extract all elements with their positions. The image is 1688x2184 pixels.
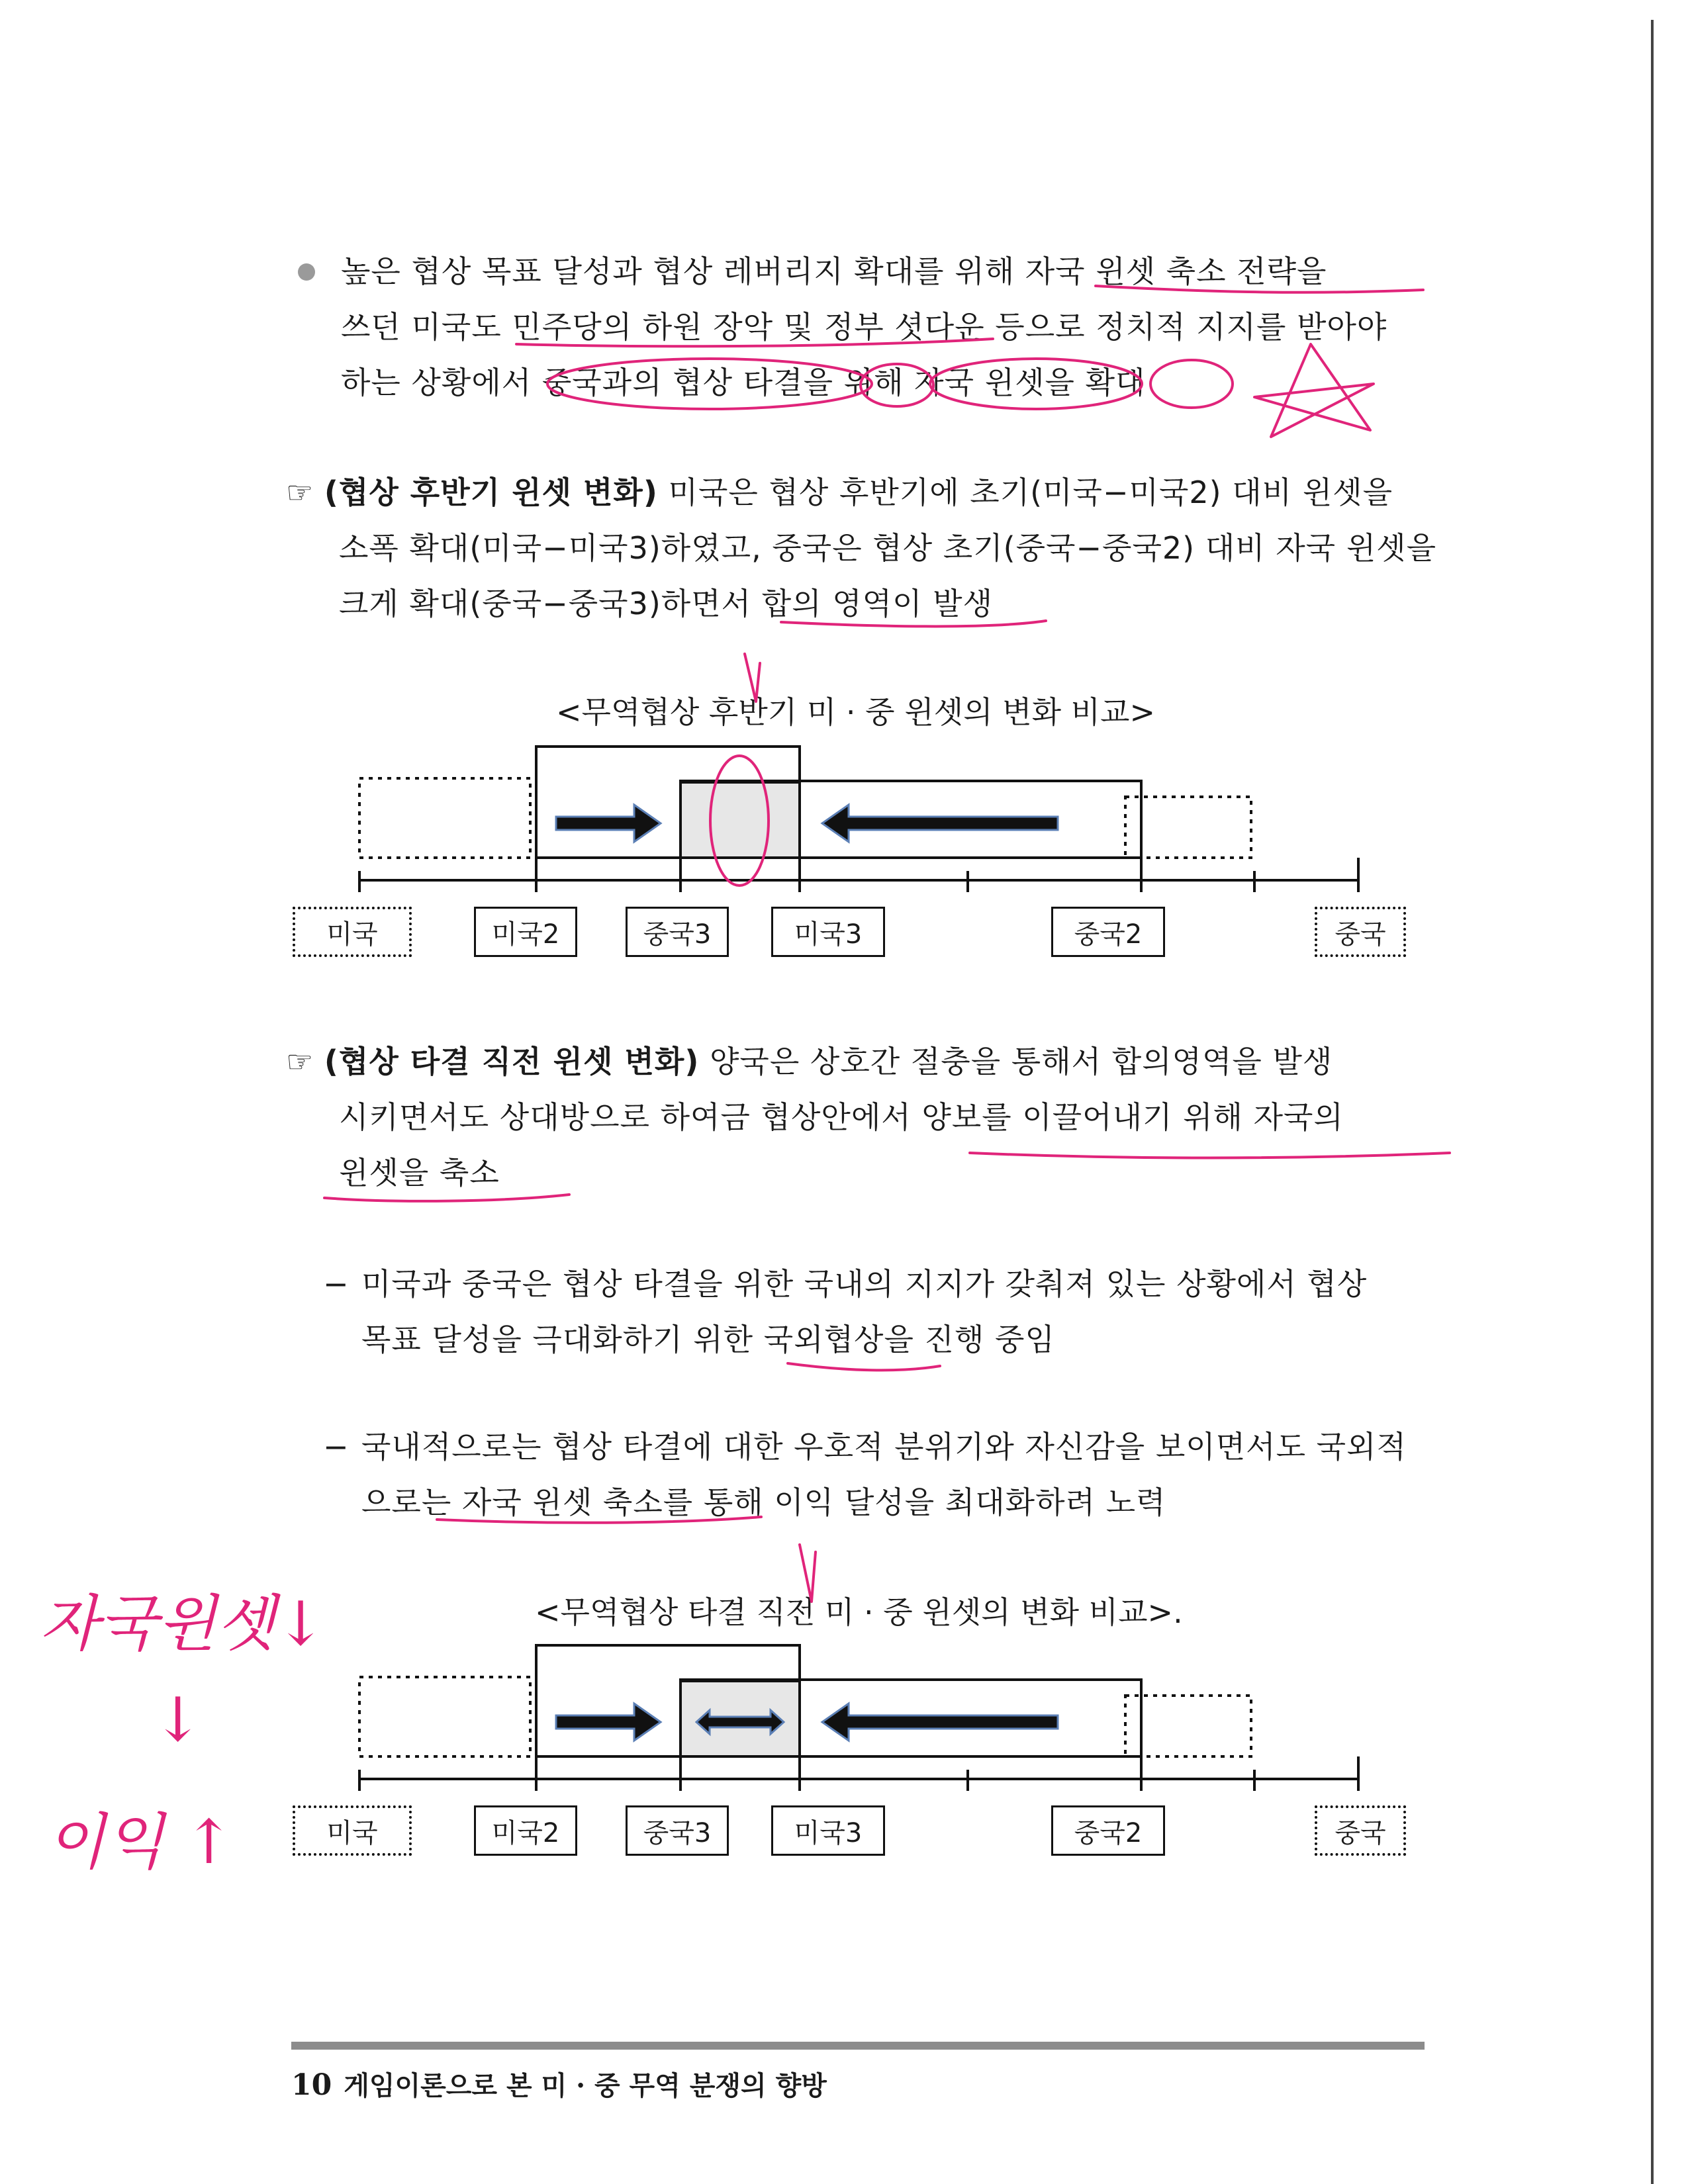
section2-first-line <box>286 465 1393 520</box>
label-cn: 중국 <box>1315 1805 1406 1856</box>
dash2-marker: − <box>323 1429 350 1465</box>
section1-line-3: 하는 상황에서 중국과의 협상 타결을 위해 자국 윈셋을 확대 <box>341 365 1146 400</box>
star-stroke <box>1254 344 1374 437</box>
label-cn3: 중국3 <box>626 907 729 957</box>
us-initial-range <box>359 1677 530 1756</box>
handwritten-note-profit-up: 이익 ↑ <box>46 1807 235 1878</box>
pointing-hand-icon: ☞ <box>286 1044 314 1079</box>
section3-line-1: 양국은 상호간 절충을 통해서 합의영역을 발생 <box>709 1044 1333 1079</box>
dash1-line-2: 목표 달성을 극대화하기 위한 국외협상을 진행 중임 <box>361 1322 1055 1357</box>
handwritten-note-arrow-down: ↓ <box>152 1684 204 1755</box>
section2-line-3: 크게 확대(중국−중국3)하면서 합의 영역이 발생 <box>339 586 994 621</box>
cn-left-arrow-icon <box>822 1704 1058 1741</box>
dash1-line-1: 미국과 중국은 협상 타결을 위한 국내의 지지가 갖춰져 있는 상황에서 협상 <box>361 1266 1368 1302</box>
label-cn2: 중국2 <box>1051 907 1165 957</box>
agreement-zone <box>680 782 800 858</box>
cn-initial-range <box>1125 797 1251 858</box>
section3-line-3: 윈셋을 축소 <box>339 1155 500 1191</box>
section1-line-1: 높은 협상 목표 달성과 협상 레버리지 확대를 위해 자국 윈셋 축소 전략을 <box>341 253 1327 289</box>
section3-line-2: 시키면서도 상대방으로 하여금 협상안에서 양보를 이끌어내기 위해 자국의 <box>339 1099 1344 1135</box>
cn-initial-range <box>1125 1696 1251 1756</box>
diagram1 <box>291 741 1417 966</box>
circle-stroke <box>1150 360 1233 408</box>
cn-left-arrow-icon <box>822 805 1058 842</box>
dash2-line-1: 국내적으로는 협상 타결에 대한 우호적 분위기와 자신감을 보이면서도 국외적 <box>361 1429 1407 1465</box>
underline-stroke <box>970 1153 1450 1158</box>
diagram2 <box>291 1640 1417 1865</box>
us-right-arrow-icon <box>556 1704 661 1741</box>
footer-title: 게임이론으로 본 미 · 중 무역 분쟁의 향방 <box>344 2070 827 2101</box>
section3-first-line <box>286 1034 1333 1089</box>
section2-heading: (협상 후반기 윈셋 변화) <box>324 475 658 510</box>
footer-rule <box>291 2042 1425 2050</box>
section2-line-1: 미국은 협상 후반기에 초기(미국−미국2) 대비 윈셋을 <box>668 475 1393 510</box>
label-us2: 미국2 <box>474 1805 577 1856</box>
label-us: 미국 <box>293 907 412 957</box>
bullet-dot <box>298 263 315 281</box>
us-initial-range <box>359 778 530 858</box>
dash1-marker: − <box>323 1266 350 1302</box>
label-cn: 중국 <box>1315 907 1406 957</box>
page-edge <box>1651 20 1654 2184</box>
pointing-hand-icon: ☞ <box>286 475 314 510</box>
handwritten-note-winset-down: 자국윈셋↓ <box>40 1588 326 1659</box>
section1-line-2: 쓰던 미국도 민주당의 하원 장악 및 정부 셧다운 등으로 정치적 지지를 받아야 <box>341 309 1387 345</box>
label-cn3: 중국3 <box>626 1805 729 1856</box>
section3-heading: (협상 타결 직전 윈셋 변화) <box>324 1044 700 1079</box>
label-us2: 미국2 <box>474 907 577 957</box>
section2-line-2: 소폭 확대(미국−미국3)하였고, 중국은 협상 초기(중국−중국2) 대비 자국 윈셋을 <box>339 530 1437 566</box>
diagram1-caption: <무역협상 후반기 미 · 중 윈셋의 변화 비교> <box>556 694 1156 730</box>
label-us: 미국 <box>293 1805 412 1856</box>
diagram2-caption: <무역협상 타결 직전 미 · 중 윈셋의 변화 비교>. <box>535 1594 1183 1630</box>
us-right-arrow-icon <box>556 805 661 842</box>
label-us3: 미국3 <box>771 907 885 957</box>
label-us3: 미국3 <box>771 1805 885 1856</box>
page-number: 10 <box>291 2068 332 2102</box>
footer <box>291 2065 827 2103</box>
dash2-line-2: 으로는 자국 윈셋 축소를 통해 이익 달성을 최대화하려 노력 <box>361 1484 1166 1520</box>
label-cn2: 중국2 <box>1051 1805 1165 1856</box>
